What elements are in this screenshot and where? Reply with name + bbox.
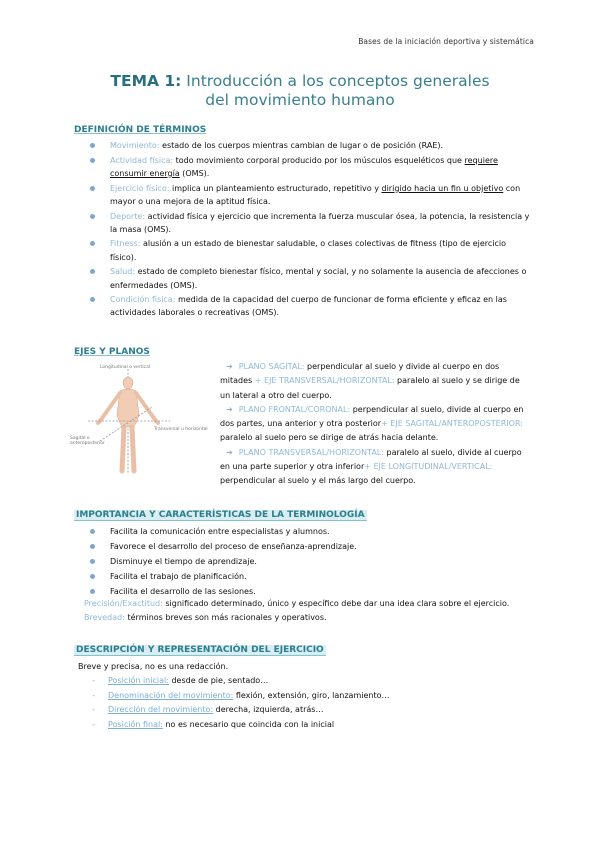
brevedad-text: términos breves son más racionales y operativos. <box>124 613 327 622</box>
section-heading-descripcion: DESCRIPCIÓN Y REPRESENTACIÓN DEL EJERCICIO <box>76 645 324 655</box>
desc-text: desde de pie, sentado… <box>168 676 269 685</box>
list-item <box>92 703 512 718</box>
descripcion-list <box>92 674 512 732</box>
list-item-text: Facilita el trabajo de planificación. <box>110 572 247 582</box>
list-item <box>92 674 512 689</box>
brevedad-line <box>84 611 544 624</box>
axis-text: perpendicular al suelo y el más largo del cuerpo. <box>220 476 416 486</box>
axis-term: + EJE TRANSVERSAL/HORIZONTAL: <box>254 376 395 386</box>
list-item <box>90 555 530 569</box>
running-header: Bases de la iniciación deportiva y sistemática <box>358 37 534 46</box>
list-item-text: Facilita el desarrollo de las sesiones. <box>110 587 256 597</box>
term-text: medida de la capacidad del cuerpo de funcionar de forma eficiente y eficaz en las actividades laborales o recreativas (OMS). <box>110 295 507 318</box>
term-label: Actividad física: <box>110 155 174 165</box>
list-item <box>90 293 530 319</box>
list-item-text: Favorece el desarrollo del proceso de enseñanza-aprendizaje. <box>110 542 357 552</box>
list-item <box>90 139 530 152</box>
brevedad-term: Brevedad: <box>84 613 125 622</box>
plane-text: paralelo al suelo, divide al cuerpo en una parte superior y otra inferior <box>220 447 522 472</box>
importance-list <box>90 525 530 600</box>
term-text: (OMS). <box>179 168 210 178</box>
precision-text: significado determinado, único y específico debe dar una idea clara sobre el ejercicio. <box>162 599 510 608</box>
axis-term: + EJE LONGITUDINAL/VERTICAL: <box>364 462 493 472</box>
list-item <box>90 182 530 208</box>
desc-term: Posición inicial: <box>108 676 169 685</box>
axis-text: paralelo al suelo y se dirige de un lateral a otro del cuerpo. <box>220 376 520 400</box>
title-tema: TEMA 1: <box>110 72 182 90</box>
bullet-icon <box>90 269 95 274</box>
term-text: actividad física y ejercicio que incrementa la fuerza muscular ósea, la potencia, la resistencia y la masa (OMS). <box>110 211 530 234</box>
section-heading-importancia: IMPORTANCIA Y CARACTERÍSTICAS DE LA TERMINOLOGÍA <box>76 510 365 520</box>
list-item-text: Facilita la comunicación entre especialistas y alumnos. <box>110 527 330 536</box>
title-line2: del movimiento humano <box>205 91 395 109</box>
title-line1: Introducción a los conceptos generales <box>181 72 490 90</box>
term-text: todo movimiento corporal producido por los músculos esqueléticos que <box>173 155 465 165</box>
bullet-icon <box>90 529 95 534</box>
term-text: implica un planteamiento estructurado, repetitivo y <box>169 183 382 193</box>
bullet-icon <box>90 214 95 219</box>
bullet-icon <box>90 241 95 246</box>
plane-term: PLANO TRANSVERSAL/HORIZONTAL: <box>238 447 384 457</box>
desc-text: derecha, izquierda, atrás… <box>213 705 324 714</box>
term-text: alusión a un estado de bienestar saludable, o clases colectivas de fitness (tipo de ejercicio físico). <box>110 239 507 262</box>
precision-line <box>84 597 544 610</box>
plane-term: PLANO FRONTAL/CORONAL: <box>238 404 351 414</box>
list-item <box>90 540 530 554</box>
body-planes-figure <box>70 363 218 475</box>
dash-marker: - <box>92 719 95 729</box>
list-item <box>92 718 512 733</box>
definitions-list <box>90 139 530 321</box>
bullet-icon <box>90 574 95 579</box>
axis-label-sagital: Sagital o anteroposterior <box>70 436 105 446</box>
plane-text: perpendicular al suelo y divide al cuerpo en dos mitades <box>220 362 500 386</box>
term-underline: requiere consumir energía <box>110 155 498 178</box>
desc-term: Posición final: <box>108 719 163 729</box>
planes-description <box>220 360 532 489</box>
term-label: Movimiento: <box>110 141 160 150</box>
arrow-icon: ➔ <box>226 362 233 371</box>
dash-marker: - <box>92 705 95 714</box>
bullet-icon <box>90 589 95 594</box>
list-item <box>90 210 530 236</box>
axis-text: paralelo al suelo pero se dirige de atrás hacia delante. <box>220 433 439 443</box>
dash-marker: - <box>92 676 95 685</box>
descripcion-intro: Breve y precisa, no es una redacción. <box>78 662 229 671</box>
bullet-icon <box>90 143 95 148</box>
list-item <box>90 154 530 180</box>
desc-term: Denominación del movimiento: <box>108 690 234 700</box>
axis-label-longitudinal: Longitudinal o vertical <box>100 365 151 370</box>
list-item <box>90 525 530 539</box>
list-item <box>90 265 530 291</box>
list-item <box>90 570 530 584</box>
term-label: Fitness: <box>110 239 141 249</box>
term-label: Deporte: <box>110 211 146 221</box>
dash-marker: - <box>92 690 95 700</box>
bullet-icon <box>90 559 95 564</box>
term-text: estado de los cuerpos mientras cambian de lugar o de posición (RAE). <box>159 141 444 150</box>
list-item <box>90 237 530 263</box>
desc-text: flexión, extensión, giro, lanzamiento… <box>233 690 390 700</box>
term-label: Ejercicio físico: <box>110 183 170 193</box>
axis-term: + EJE SAGITAL/ANTEROPOSTERIOR: <box>381 419 523 429</box>
term-label: Condición física: <box>110 295 176 305</box>
section-heading-definicion: DEFINICIÓN DE TÉRMINOS <box>74 125 207 135</box>
human-body-illustration <box>70 363 218 475</box>
bullet-icon <box>90 297 95 302</box>
term-underline: dirigido hacia un fin u objetivo <box>381 183 504 193</box>
list-item <box>92 689 512 704</box>
precision-term: Precisión/Exactitud: <box>84 599 163 608</box>
desc-text: no es necesario que coincida con la inicial <box>162 719 335 729</box>
desc-term: Dirección del movimiento: <box>108 705 214 714</box>
bullet-icon <box>90 544 95 549</box>
arrow-icon: ➔ <box>226 447 233 457</box>
bullet-icon <box>90 158 95 163</box>
section-heading-ejes: EJES Y PLANOS <box>74 347 150 357</box>
term-text: estado de completo bienestar físico, mental y social, y no solamente la ausencia de afecciones o enfermedades (OMS). <box>110 267 527 290</box>
plane-text: perpendicular al suelo, divide al cuerpo en dos partes, una anterior y otra posterior <box>220 404 524 429</box>
bullet-icon <box>90 186 95 191</box>
term-text: con mayor o una mejora de la aptitud física. <box>110 183 521 206</box>
list-item-text: Disminuye el tiempo de aprendizaje. <box>110 557 257 567</box>
term-label: Salud: <box>110 267 136 277</box>
arrow-icon: ➔ <box>226 404 233 414</box>
plane-term: PLANO SAGITAL: <box>238 362 305 371</box>
page-title <box>0 72 600 110</box>
axis-label-transversal: Transversal u horizontal <box>154 427 208 432</box>
